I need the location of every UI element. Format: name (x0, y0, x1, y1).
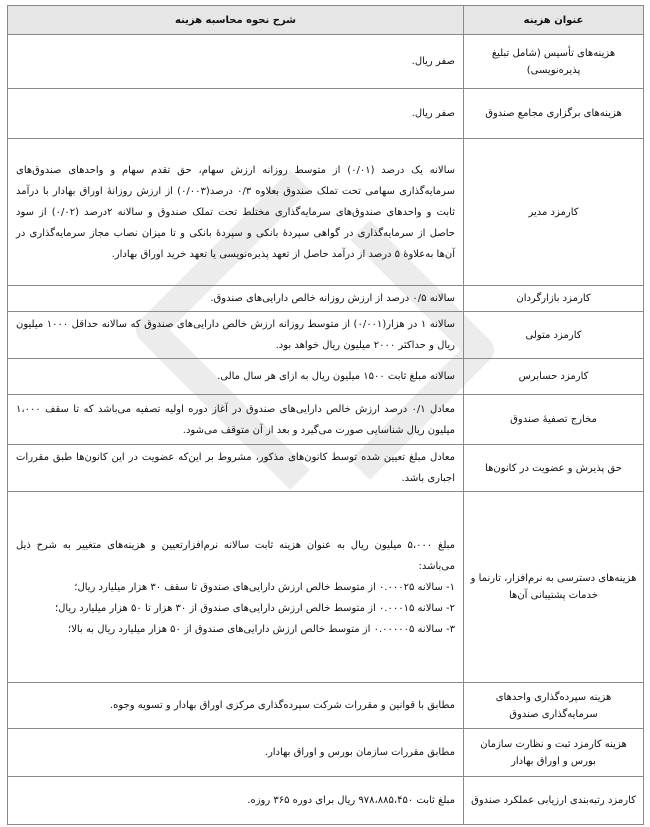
row-description: معادل مبلغ تعیین شده توسط کانون‌های مذکور، مشروط بر این‌که عضویت در این کانون‌ها طبق مقررات اجباری باشد. (8, 445, 464, 492)
list-item: ۳- سالانه ۰.۰۰۰۰۰۵ از متوسط خالص ارزش دارایی‌های صندوق از ۵۰ هزار میلیارد ریال به بالا؛ (68, 623, 455, 635)
row-description: صفر ریال. (8, 35, 464, 89)
table-row (8, 683, 644, 729)
row-description: سالانه ۰/۵ درصد از ارزش روزانه خالص دارایی‌های صندوق. (8, 286, 464, 312)
row-title: کارمزد متولی (464, 312, 644, 359)
row-description: مبلغ ۵،۰۰۰ میلیون ریال به عنوان هزینه ثابت سالانه نرم‌افزارتعیین و هزینه‌های متغییر به شرح ذیل می‌باشد: (16, 539, 456, 572)
row-title: هزینه‌های برگزاری مجامع صندوق (464, 89, 644, 139)
row-title: حق پذیرش و عضویت در کانون‌ها (464, 445, 644, 492)
row-description: مبلغ ثابت ۹۷۸،۸۸۵،۴۵۰ ریال برای دوره ۳۶۵ روزه. (8, 777, 464, 825)
table-header-row (8, 6, 644, 35)
row-description: مطابق مقررات سازمان بورس و اوراق بهادار. (8, 729, 464, 777)
table-row (8, 312, 644, 359)
row-description: معادل ۰/۱ درصد ارزش خالص دارایی‌های صندوق در آغاز دوره اولیه تصفیه می‌باشد که تا سقف ۱،۰۰۰ میلیون ریال شناسایی صورت می‌گیرد و بعد از آن متوقف می‌شود. (8, 395, 464, 445)
table-row (8, 395, 644, 445)
row-description: سالانه ۱ در هزار(۰/۰۰۱) از متوسط روزانه ارزش خالص دارایی‌های صندوق که سالانه حداقل ۱۰۰۰ میلیون ریال و حداکثر ۲۰۰۰ میلیون ریال خواهد بود. (8, 312, 464, 359)
table-row (8, 35, 644, 89)
row-description: صفر ریال. (8, 89, 464, 139)
table-row (8, 445, 644, 492)
list-item: ۱- سالانه ۰.۰۰۰۲۵ از متوسط خالص ارزش دارایی‌های صندوق تا سقف ۳۰ هزار میلیارد ریال؛ (74, 581, 455, 593)
row-title: هزینه سپرده‌گذاری واحدهای سرمایه‌گذاری صندوق (464, 683, 644, 729)
row-title: کارمزد بازارگردان (464, 286, 644, 312)
table-row (8, 139, 644, 286)
table-row (8, 286, 644, 312)
header-fee-title: عنوان هزینه (464, 6, 644, 35)
row-title: هزینه‌های دسترسی به نرم‌افزار، تارنما و خدمات پشتیبانی آن‌ها (464, 492, 644, 683)
row-title: کارمزد حسابرس (464, 359, 644, 395)
row-title: هزینه‌های تأسیس (شامل تبلیغ پذیره‌نویسی) (464, 35, 644, 89)
row-title: کارمزد رتبه‌بندی ارزیابی عملکرد صندوق (464, 777, 644, 825)
row-title: کارمزد مدیر (464, 139, 644, 286)
row-title: هزینه کارمزد ثبت و نظارت سازمان بورس و اوراق بهادار (464, 729, 644, 777)
fees-table (7, 5, 644, 825)
table-row (8, 492, 644, 683)
table-row (8, 359, 644, 395)
header-fee-description: شرح نحوه محاسبه هزینه (8, 6, 464, 35)
row-title: مخارج تصفیهٔ صندوق (464, 395, 644, 445)
table-row (8, 729, 644, 777)
row-description: مطابق با قوانین و مقررات شرکت سپرده‌گذاری مرکزی اوراق بهادار و تسویه وجوه. (8, 683, 464, 729)
row-description: سالانه مبلغ ثابت ۱۵۰۰ میلیون ریال به ازای هر سال مالی. (8, 359, 464, 395)
row-description-list (8, 492, 464, 683)
table-row (8, 89, 644, 139)
row-description: سالانه یک درصد (۰/۰۱) از متوسط روزانه ارزش سهام، حق تقدم سهام و واحدهای صندوق‌های سرمایه‌گذاری سهامی تحت تملک صندوق بعلاوه ۰/۳ درصد(۰/۰۰۳) از ارزش روزانهٔ اوراق بهادار با درآمد ثابت و واحدهای صندوق‌های سرمایه‌گذاری مختلط تحت تملک صندوق و سالانه ۲درصد (۰/۰۲) از سود حاصل از سرمایه‌گذاری در گواهی سپردهٔ بانکی و سپردهٔ بانکی و تا میزان نصاب مجاز سرمایه‌گذاری در آن‌ها به‌علاوهٔ ۵ درصد از درآمد حاصل از تعهد پذیره‌نویسی یا تعهد خرید اوراق بهادار. (8, 139, 464, 286)
table-row (8, 777, 644, 825)
list-item: ۲- سالانه ۰.۰۰۰۱۵ از متوسط خالص ارزش دارایی‌های صندوق از ۳۰ هزار تا ۵۰ هزار میلیارد ریال؛ (54, 602, 455, 614)
